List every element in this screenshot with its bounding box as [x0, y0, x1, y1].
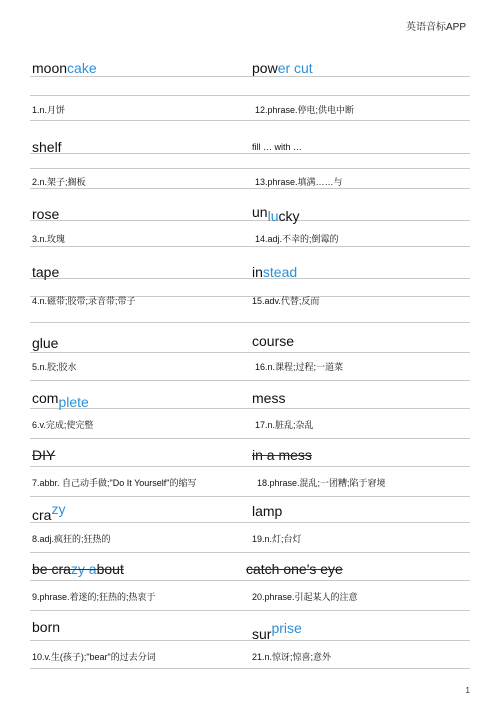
page-number: 1	[465, 686, 470, 695]
definition-19: 19.n.灯;台灯	[252, 534, 302, 544]
definition-1: 1.n.月饼	[32, 105, 66, 115]
word-born: born	[32, 619, 61, 635]
app-header: 英语音标APP	[405, 22, 466, 33]
word-highlight: cake	[67, 60, 97, 76]
word-part: be cra	[32, 561, 71, 577]
definition-8: 8.adj.疯狂的;狂热的	[32, 534, 111, 544]
word-highlight: plete	[58, 394, 89, 410]
divider	[30, 188, 470, 189]
divider	[30, 246, 470, 247]
divider	[30, 168, 470, 169]
word-part: in	[252, 264, 263, 280]
divider	[30, 522, 470, 523]
divider	[30, 610, 470, 611]
word-part: bout	[96, 561, 124, 577]
word-glue: glue	[32, 335, 59, 351]
definition-18: 18.phrase.混乱;一团糟;陷于窘境	[257, 478, 386, 488]
word-shelf: shelf	[32, 139, 62, 155]
definition-13: 13.phrase.填满……与	[255, 177, 343, 187]
divider	[30, 466, 470, 467]
divider	[30, 120, 470, 121]
divider	[30, 76, 470, 77]
word-diy: DIY	[32, 447, 56, 463]
word-part: cky	[278, 208, 300, 224]
divider	[30, 380, 470, 381]
definition-3: 3.n.玫瑰	[32, 234, 66, 244]
definition-20: 20.phrase.引起某人的注意	[252, 592, 358, 602]
word-highlight: zy	[51, 501, 66, 517]
word-part: com	[32, 390, 59, 406]
word-mooncake	[32, 60, 97, 76]
definition-10: 10.v.生(孩子);"bear"的过去分词	[32, 652, 156, 662]
definition-16: 16.n.课程;过程;一道菜	[255, 362, 344, 372]
definition-21: 21.n.惊讶;惊喜;意外	[252, 652, 332, 662]
divider	[30, 496, 470, 497]
definition-12: 12.phrase.停电;供电中断	[255, 105, 355, 115]
word-mess: mess	[252, 390, 286, 406]
word-power-cut	[252, 60, 313, 76]
divider	[30, 438, 470, 439]
word-unlucky	[252, 204, 300, 224]
word-rose: rose	[32, 206, 60, 222]
divider	[30, 668, 470, 669]
divider	[30, 153, 470, 154]
word-highlight: prise	[271, 620, 302, 636]
word-in-a-mess: in a mess	[252, 447, 312, 463]
word-highlight: er cut	[277, 60, 313, 76]
word-lamp: lamp	[252, 503, 283, 519]
word-surprise	[252, 620, 302, 642]
divider	[30, 322, 470, 323]
word-catch-ones-eye: catch one's eye	[246, 561, 343, 577]
word-be-crazy-about	[32, 561, 124, 577]
divider	[30, 220, 470, 221]
word-part: moon	[32, 60, 68, 76]
word-part: un	[252, 204, 268, 220]
definition-14: 14.adj.不幸的;倒霉的	[255, 234, 339, 244]
divider	[30, 552, 470, 553]
word-highlight: zy a	[70, 561, 97, 577]
word-part: sur	[252, 626, 272, 642]
word-instead	[252, 264, 297, 280]
divider	[30, 580, 470, 581]
definition-7: 7.abbr. 自己动手做;"Do It Yourself"的缩写	[32, 478, 197, 488]
divider	[30, 408, 470, 409]
word-part: cra	[32, 507, 52, 523]
divider	[30, 95, 470, 96]
word-course: course	[252, 333, 295, 349]
word-tape: tape	[32, 264, 60, 280]
definition-6: 6.v.完成;使完整	[32, 420, 94, 430]
definition-4: 4.n.磁带;胶带;录音带;带子	[32, 296, 136, 306]
definition-15: 15.adv.代替;反而	[252, 296, 320, 306]
word-crazy	[32, 501, 66, 523]
word-highlight: lu	[267, 208, 279, 224]
divider	[30, 640, 470, 641]
word-part: pow	[252, 60, 278, 76]
definition-17: 17.n.脏乱;杂乱	[255, 420, 314, 430]
divider	[30, 352, 470, 353]
word-fill-with: fill … with …	[252, 142, 303, 152]
definition-9: 9.phrase.着迷的;狂热的;热衷于	[32, 592, 156, 602]
definition-5: 5.n.胶;胶水	[32, 362, 77, 372]
divider	[30, 278, 470, 279]
definition-2: 2.n.架子;搁板	[32, 177, 86, 187]
word-highlight: stead	[262, 264, 298, 280]
word-complete	[32, 390, 89, 410]
